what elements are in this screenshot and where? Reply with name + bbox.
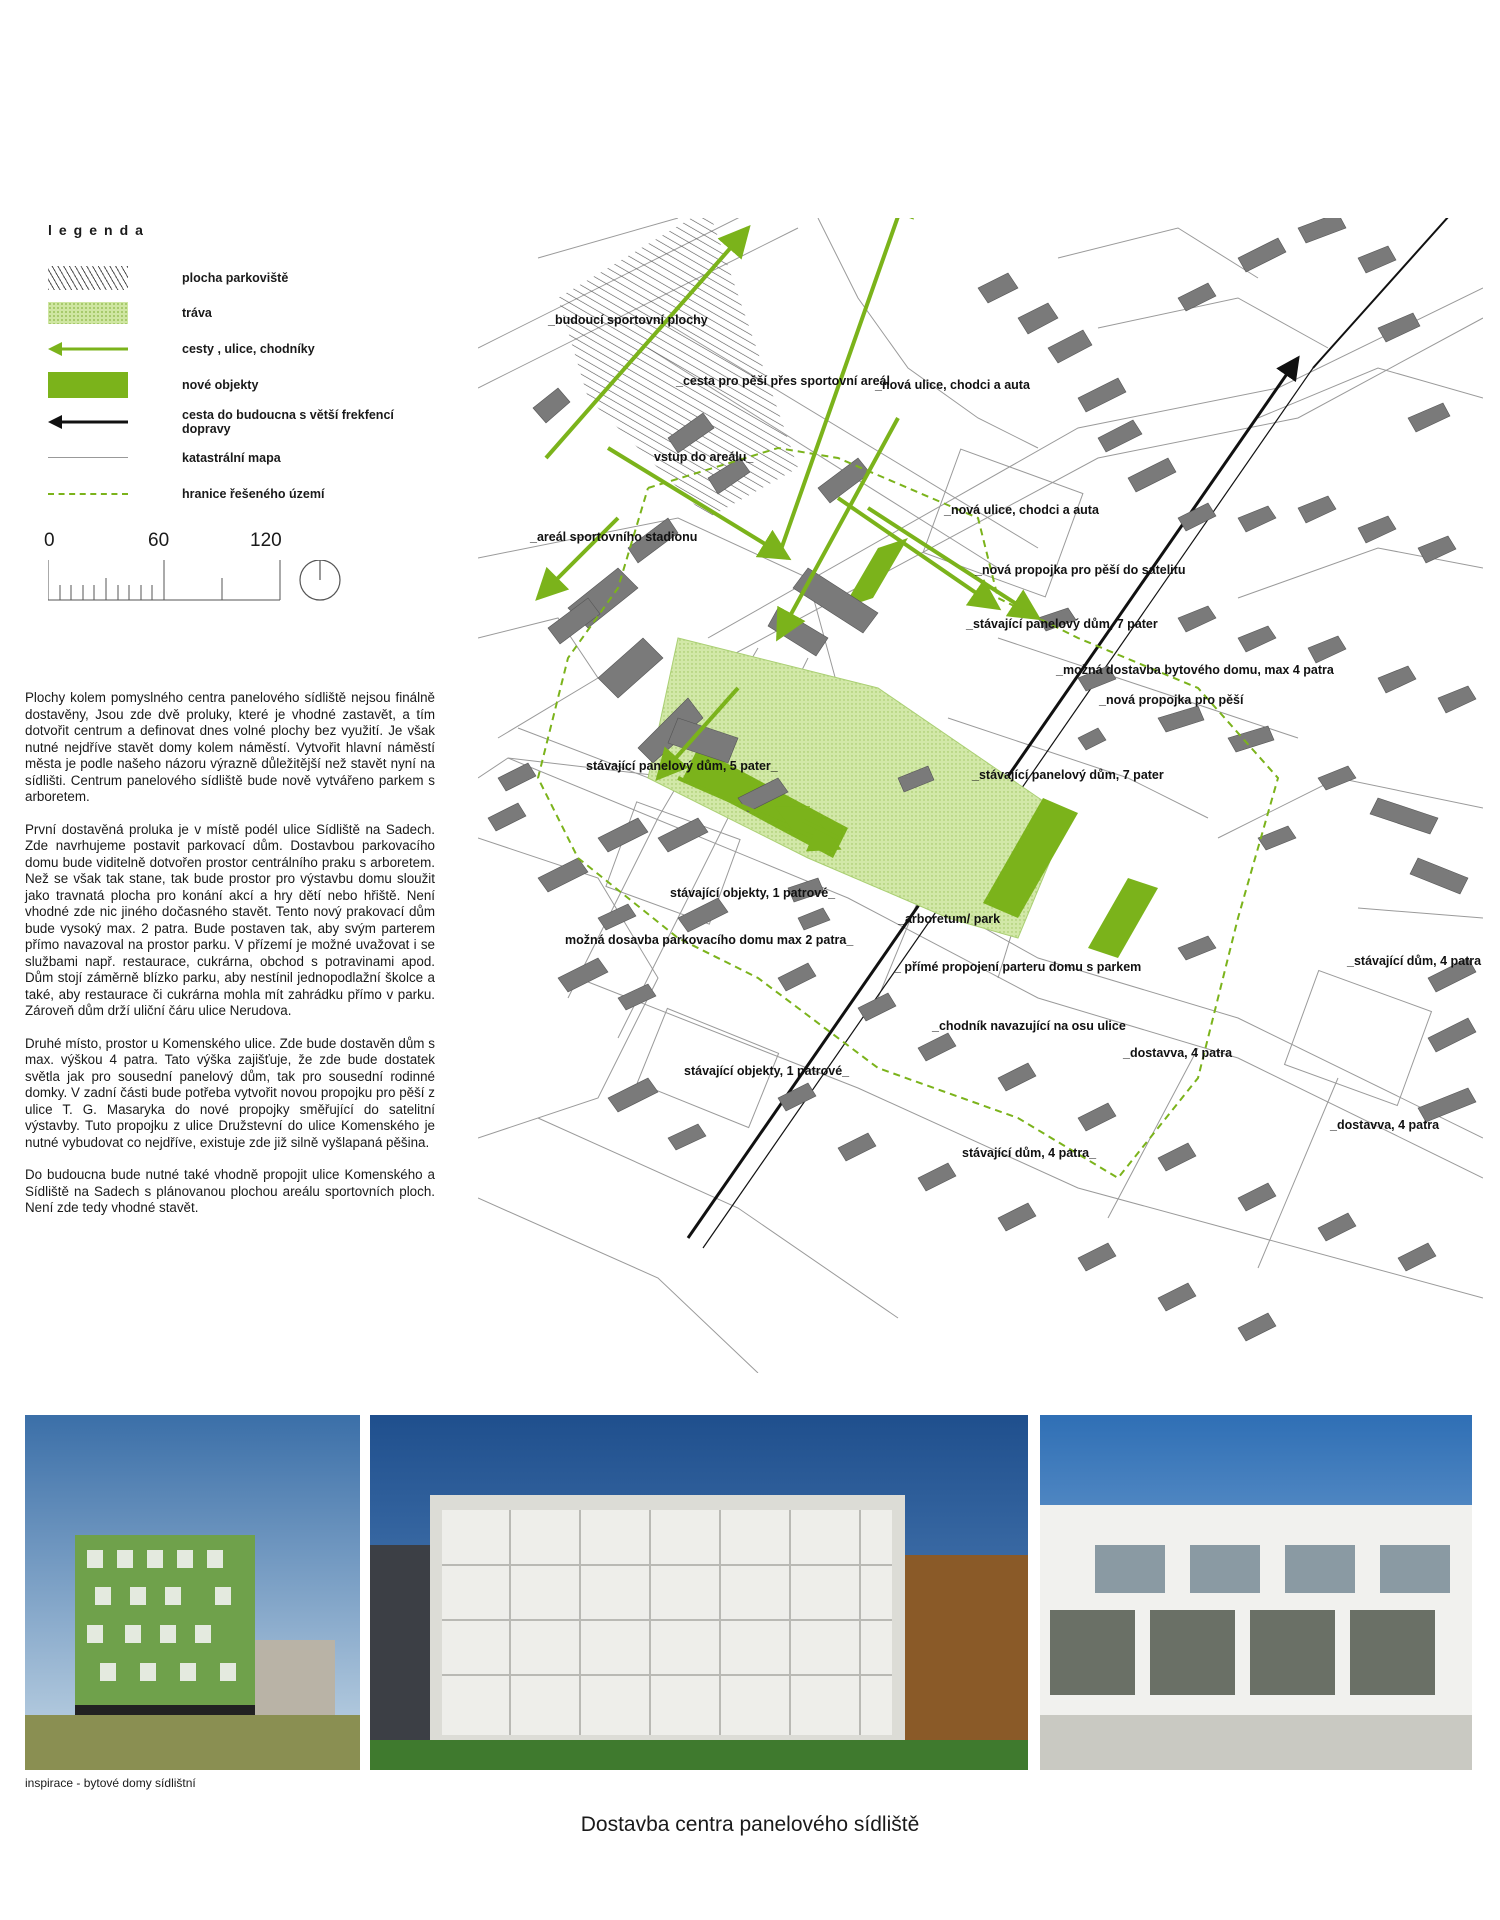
- legend-item-paths: [48, 334, 408, 364]
- legend-label: tráva: [182, 306, 212, 320]
- map-label: stávající panelový dům, 5 pater_: [586, 759, 778, 773]
- scale-tick-label: 60: [148, 530, 170, 551]
- map-label: _budoucí sportovní plochy: [548, 313, 708, 327]
- hatch-swatch: [48, 266, 128, 290]
- legend-label: katastrální mapa: [182, 451, 281, 465]
- map-label: _možná dostavba bytového domu, max 4 patra: [1056, 663, 1334, 677]
- grass-swatch: [48, 302, 128, 324]
- map-label: _dostavva, 4 patra: [1123, 1046, 1233, 1060]
- paragraph: Do budoucna bude nutné také vhodně propojit ulice Komenského a Sídliště na Sadech s plánovanou plochou areálu sportovních ploch. Není zde tedy vhodné stavět.: [25, 1167, 435, 1215]
- legend-item-new: [48, 370, 408, 400]
- legend-item-boundary: [48, 479, 408, 509]
- green-arrow-icon: [48, 337, 128, 361]
- paragraph: Druhé místo, prostor u Komenského ulice. Zde bude dostavěn dům s max. výškou 4 patra. Tato výška zajišťuje, že zde bude dostatek světla jak pro sousední panelový dům, tak pro sousední rodinné domky. V zadní části bude potřeba vytvořit novou propojku pro pěší z ulice T. G. Masaryka do nové propojky směřující do satelitní výstavby. Tuto propojku z ulice Družstevní do ulice Komenského je nutné vybudovat co nejdříve, existuje zde již silně vyšlapaná pěšina.: [25, 1035, 435, 1150]
- map-label: _ přímé propojení parteru domu s parkem: [894, 960, 1142, 974]
- inspiration-photo-green-building: [25, 1415, 360, 1770]
- legend-label: plocha parkoviště: [182, 271, 289, 285]
- parking-area: [558, 218, 798, 518]
- map-label: _dostavva, 4 patra: [1330, 1118, 1440, 1132]
- map-label: _nová ulice, chodci a auta: [875, 378, 1030, 392]
- map-label: _arboretum/ park: [898, 912, 1001, 926]
- map-label: možná dosavba parkovacího domu max 2 patra_: [565, 933, 854, 947]
- legend-item-future-road: [48, 407, 408, 437]
- map-label: _nová propojka pro pěší: [1099, 693, 1244, 707]
- map-label: stávající objekty, 1 patrové_: [684, 1064, 850, 1078]
- map-label: _cesta pro pěší přes sportovní areál: [676, 374, 890, 388]
- dashed-line-icon: [48, 482, 128, 506]
- photo-caption: inspirace - bytové domy sídlištní: [25, 1776, 196, 1790]
- legend-item-cadastral: [48, 443, 408, 473]
- new-building-swatch: [48, 372, 128, 398]
- legend-item-grass: [48, 298, 408, 328]
- map-label: stávající objekty, 1 patrové_: [670, 886, 836, 900]
- legend: [48, 222, 388, 252]
- page-title: Dostavba centra panelového sídliště: [580, 1813, 920, 1836]
- paragraph: První dostavěná proluka je v místě podél ulice Sídliště na Sadech. Zde navrhujeme postavit parkovací dům. Dostavbou parkovacího domu bude viditelně dotvořen prostor centrálního praku s arboretem. Než se však tak stane, tak bude prostor pro výstavbu domu sloužit jako travnatá plocha pro konání akcí a hry dětí nebo hřiště. Není vhodné zde nic jiného dočasného stavět. Tento nový prakovací dům bude vysoký max. 2 patra. Bude postaven tak, aby svým parterem přímo navazoval na prostor parku. V přízemí je možné uvažovat i se službami např. restaurace, cukrárna, obchod s potravinami apod. Dům stojí záměrně blízko parku, aby nestínil jednopodlažní školce a také, aby restaurace či cukrárna mohla mít zahrádku přímo v parku. Zároveň dům drží uliční čáru ulice Nerudova.: [25, 821, 435, 1018]
- inspiration-photo-white-block: [370, 1415, 1028, 1770]
- legend-label: nové objekty: [182, 378, 259, 392]
- paragraph: Plochy kolem pomyslného centra panelového sídliště nejsou finálně dostavěny, Jsou zde dvě proluky, které je vhodné zastavět, a tím dotvořit centrum a definovat dnes volné plochy bez využití. Je však nutné nejdříve stavět domy kolem náměstí. Vytvořit hlavní náměstí města je podle našeho názoru výrazně důležitější než stavět nyní na sídlišti. Centrum panelového sídliště bude nově vytvářeno parkem s arboretem.: [25, 690, 435, 804]
- legend-label: cesta do budoucna s větší frekfencí dopravy: [182, 408, 394, 436]
- map-label: vstup do areálu_: [654, 450, 754, 464]
- map-label: _areál sportovního stadionu: [530, 530, 698, 544]
- map-label: stávající dům, 4 patra_: [962, 1146, 1097, 1160]
- legend-item-parking: [48, 263, 408, 293]
- map-label: _stávající panelový dům, 7 pater: [972, 768, 1164, 782]
- thin-line-icon: [48, 446, 128, 470]
- inspiration-photo-row-houses: [1040, 1415, 1472, 1770]
- scale-tick-label: 120: [250, 530, 282, 551]
- map-label: _stávající dům, 4 patra: [1347, 954, 1482, 968]
- black-arrow-icon: [48, 410, 128, 434]
- legend-label: cesty , ulice, chodníky: [182, 342, 315, 356]
- map-label: _nová propojka pro pěší do satelitu: [975, 563, 1186, 577]
- scale-tick-label: 0: [44, 530, 55, 551]
- map-label: _nová ulice, chodci a auta: [944, 503, 1099, 517]
- map-label: _stávající panelový dům, 7 pater: [966, 617, 1158, 631]
- scale-bar: [48, 560, 348, 610]
- map-label: _chodník navazující na osu ulice: [932, 1019, 1126, 1033]
- description-text: [25, 690, 435, 1233]
- legend-label: hranice řešeného území: [182, 487, 325, 501]
- site-plan-map: [478, 218, 1483, 1373]
- legend-title: legenda: [48, 222, 150, 238]
